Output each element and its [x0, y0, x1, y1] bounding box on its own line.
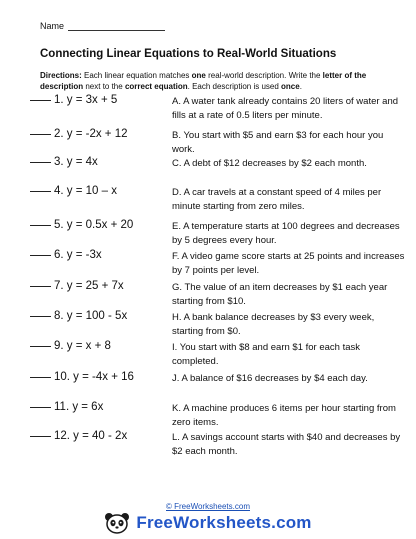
answer-blank[interactable] [30, 134, 51, 135]
equation-text: 11. y = 6x [54, 401, 104, 413]
directions-text: Each linear equation matches [81, 71, 192, 80]
equation-text: 12. y = 40 - 2x [54, 430, 128, 442]
directions-text: . Each description is used [187, 82, 282, 91]
brand-name: FreeWorksheets.com [136, 513, 312, 532]
equation-item [30, 430, 127, 442]
equation-text: 9. y = x + 8 [54, 340, 111, 352]
directions-emphasis: one [191, 71, 206, 80]
equation-text: 10. y = -4x + 16 [54, 371, 134, 383]
description-text: K. A machine produces 6 items per hour starting from zero items. [172, 403, 396, 428]
answer-blank[interactable] [30, 191, 51, 192]
equation-item [30, 94, 117, 106]
equation-item [30, 310, 127, 322]
equation-text: 3. y = 4x [54, 156, 98, 168]
equation-item [30, 128, 128, 140]
description-text: B. You start with $5 and earn $3 for each hour you work. [172, 130, 384, 155]
directions [40, 70, 382, 92]
description-text: D. A car travels at a constant speed of 4 miles per minute starting from zero miles. [172, 187, 382, 212]
directions-lead: Directions: [40, 71, 82, 80]
equation-item [30, 371, 134, 383]
description-text: H. A bank balance decreases by $3 every week, starting from $0. [172, 312, 375, 337]
equation-item [30, 185, 117, 197]
equation-item [30, 219, 133, 231]
answer-blank[interactable] [30, 225, 51, 226]
answer-blank[interactable] [30, 436, 51, 437]
description-text: E. A temperature starts at 100 degrees and decreases by 5 degrees every hour. [172, 221, 400, 246]
answer-blank[interactable] [30, 407, 51, 408]
directions-emphasis: once [281, 82, 300, 91]
description-text: C. A debt of $12 decreases by $2 each month. [172, 158, 367, 169]
equation-text: 7. y = 25 + 7x [54, 280, 124, 292]
name-blank-line[interactable] [68, 21, 165, 31]
equation-item [30, 156, 98, 168]
name-field [40, 21, 165, 31]
directions-text: real-world description. Write the [205, 71, 323, 80]
description-text: I. You start with $8 and earn $1 for each task completed. [172, 342, 361, 367]
panda-icon [104, 512, 130, 534]
description-text: J. A balance of $16 decreases by $4 each day. [172, 373, 368, 384]
answer-blank[interactable] [30, 346, 51, 347]
directions-emphasis: letter of the description [40, 71, 367, 91]
footer [0, 502, 416, 534]
equation-text: 2. y = -2x + 12 [54, 128, 128, 140]
directions-emphasis: correct equation [124, 82, 188, 91]
name-label: Name [40, 21, 65, 31]
answer-blank[interactable] [30, 162, 51, 163]
description-text: F. A video game score starts at 25 points and increases by 7 points per level. [172, 251, 405, 276]
answer-blank[interactable] [30, 286, 51, 287]
equation-text: 5. y = 0.5x + 20 [54, 219, 134, 231]
equation-text: 8. y = 100 - 5x [54, 310, 128, 322]
equation-item [30, 401, 103, 413]
equation-item [30, 340, 111, 352]
footer-brand[interactable] [0, 512, 416, 534]
equation-item [30, 249, 102, 261]
equation-text: 4. y = 10 – x [54, 185, 117, 197]
description-text: L. A savings account starts with $40 and decreases by $2 each month. [172, 432, 401, 457]
equation-text: 1. y = 3x + 5 [54, 94, 118, 106]
directions-text: . [299, 82, 302, 91]
answer-blank[interactable] [30, 377, 51, 378]
answer-blank[interactable] [30, 100, 51, 101]
worksheet-title: Connecting Linear Equations to Real-World Situations [40, 48, 337, 60]
description-text: A. A water tank already contains 20 liters of water and fills at a rate of 0.5 liters per minute. [172, 96, 399, 121]
footer-copyright-link[interactable]: © FreeWorksheets.com [166, 502, 250, 511]
answer-blank[interactable] [30, 316, 51, 317]
equation-text: 6. y = -3x [54, 249, 102, 261]
description-text: G. The value of an item decreases by $1 each year starting from $10. [172, 282, 388, 307]
equation-item [30, 280, 124, 292]
directions-text: next to the [83, 82, 125, 91]
answer-blank[interactable] [30, 255, 51, 256]
